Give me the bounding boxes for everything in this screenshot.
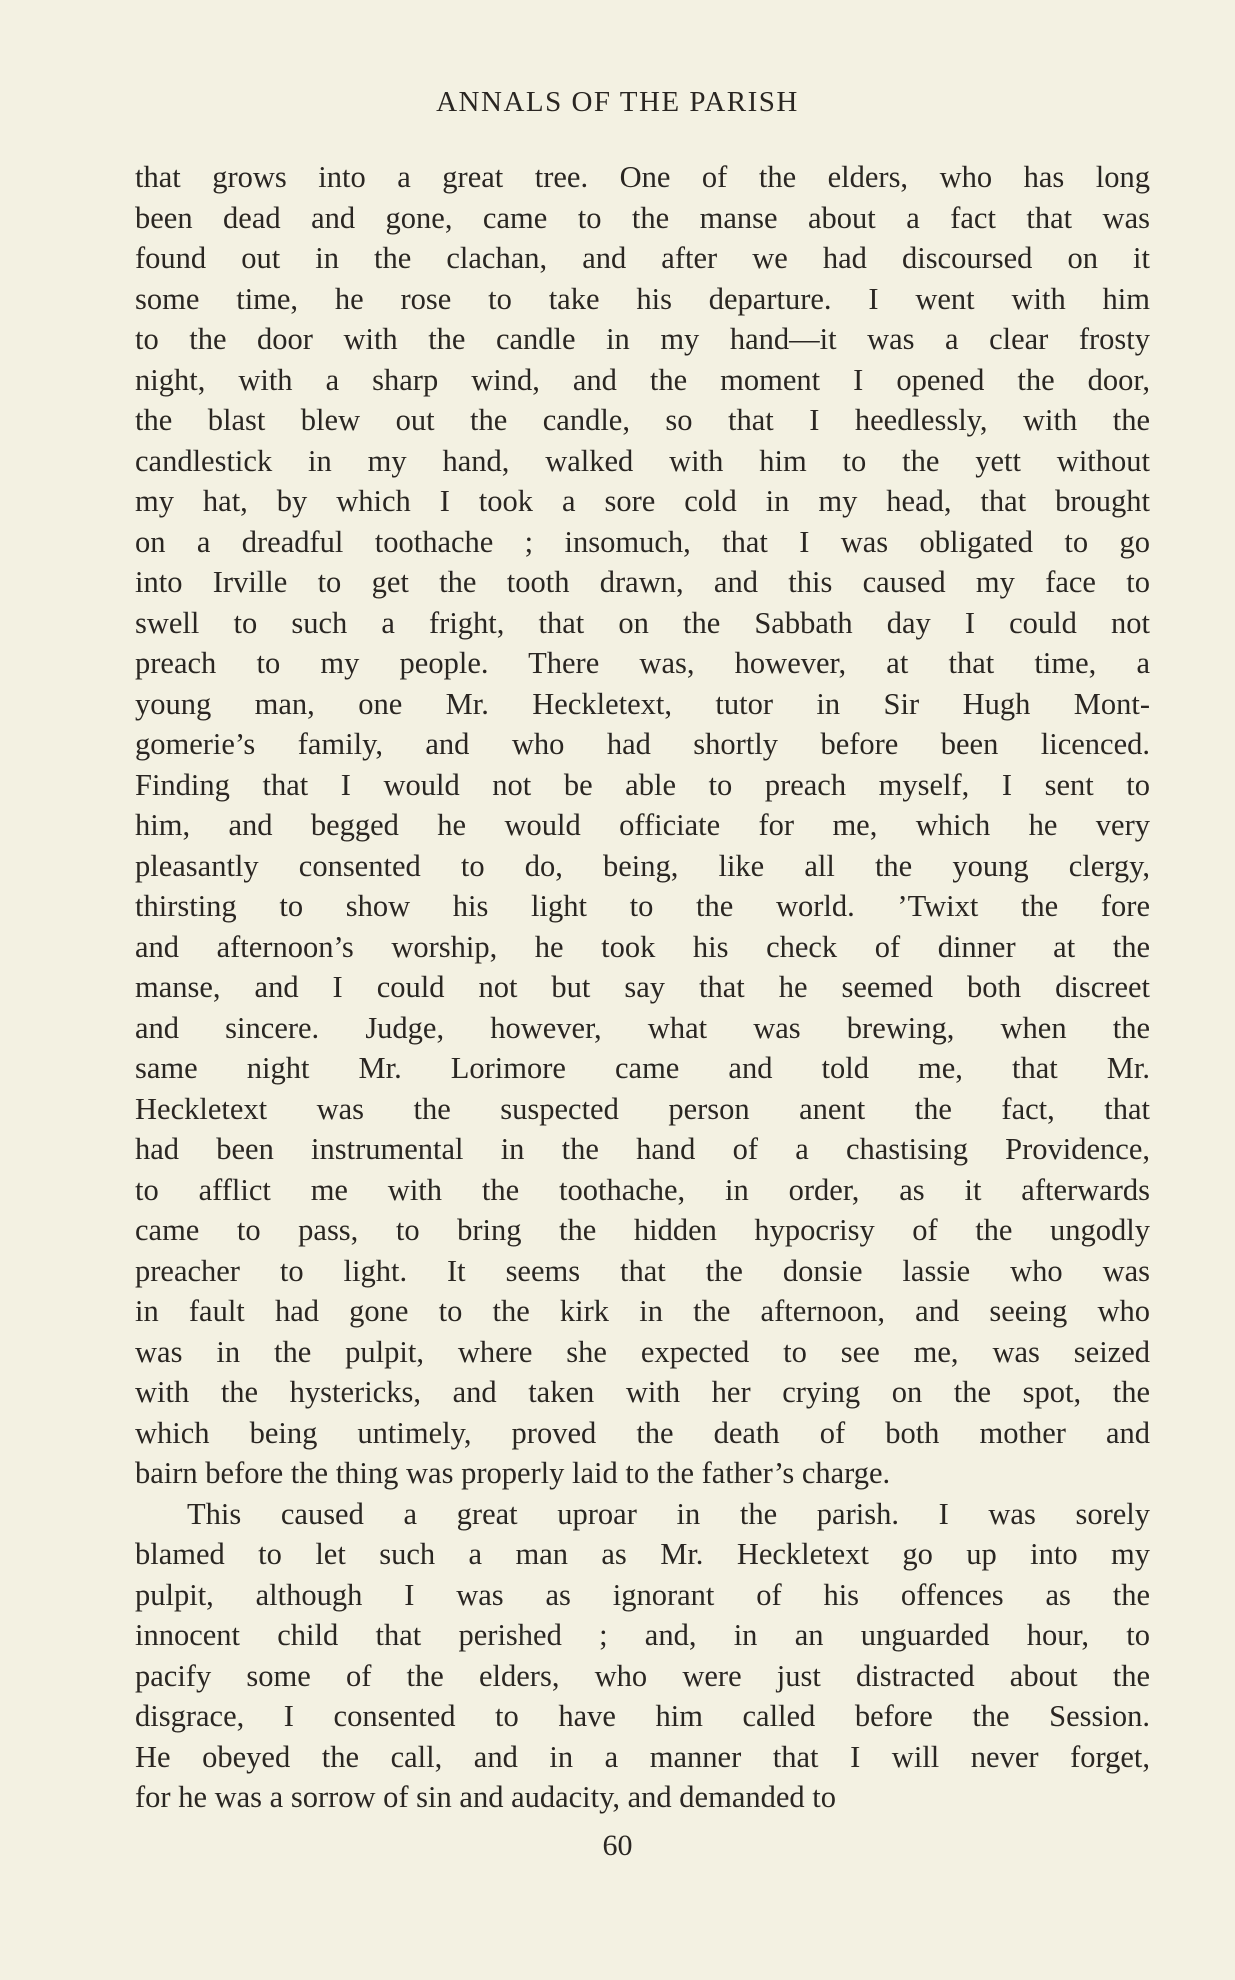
text-line: This caused a great uproar in the parish. I was sorely	[187, 1496, 1150, 1531]
text-line: into Irville to get the tooth drawn, and this caused my face to	[135, 565, 1150, 599]
text-line: and sincere. Judge, however, what was brewing, when the	[135, 1010, 1150, 1045]
text-line: my hat, by which I took a sore cold in my head, that brought	[135, 484, 1150, 518]
text-line: for he was a sorrow of sin and audacity, and demanded to	[135, 1780, 836, 1814]
text-line: some time, he rose to take his departure. I went with him	[135, 281, 1150, 316]
text-line: preacher to light. It seems that the donsie lassie who was	[135, 1253, 1150, 1288]
text-line: bairn before the thing was properly laid to the father’s charge.	[135, 1456, 891, 1490]
text-line: innocent child that perished ; and, in an unguarded hour, to	[135, 1618, 1150, 1652]
text-line: with the hystericks, and taken with her crying on the spot, the	[135, 1375, 1150, 1409]
text-line: gomerie’s family, and who had shortly before been licenced.	[135, 727, 1150, 761]
text-line: came to pass, to bring the hidden hypocrisy of the ungodly	[135, 1213, 1150, 1247]
text-line: Heckletext was the suspected person anent the fact, that	[135, 1091, 1150, 1126]
running-head: ANNALS OF THE PARISH	[436, 86, 799, 118]
text-line: swell to such a fright, that on the Sabbath day I could not	[135, 605, 1150, 640]
text-line: He obeyed the call, and in a manner that I will never forget,	[135, 1739, 1150, 1774]
text-line: been dead and gone, came to the manse about a fact that was	[135, 200, 1150, 235]
body-text	[135, 157, 1150, 1818]
text-line: that grows into a great tree. One of the elders, who has long	[135, 160, 1150, 194]
text-line: the blast blew out the candle, so that I heedlessly, with the	[135, 403, 1150, 437]
text-line: manse, and I could not but say that he seemed both discreet	[135, 970, 1150, 1004]
text-line: to afflict me with the toothache, in order, as it afterwards	[135, 1172, 1150, 1207]
text-line: preach to my people. There was, however, at that time, a	[135, 646, 1150, 680]
text-line: was in the pulpit, where she expected to see me, was seized	[135, 1334, 1150, 1369]
paragraph	[135, 1494, 1150, 1818]
text-line: candlestick in my hand, walked with him to the yett without	[135, 443, 1150, 478]
page-number: 60	[602, 1829, 633, 1862]
text-line: pleasantly consented to do, being, like all the young clergy,	[135, 848, 1150, 883]
text-line: night, with a sharp wind, and the moment I opened the door,	[135, 362, 1150, 397]
text-line: to the door with the candle in my hand—it was a clear frosty	[135, 322, 1150, 356]
text-line: pacify some of the elders, who were just distracted about the	[135, 1658, 1150, 1693]
text-line: had been instrumental in the hand of a chastising Providence,	[135, 1132, 1150, 1166]
text-line: thirsting to show his light to the world. ’Twixt the fore	[135, 889, 1150, 923]
text-line: on a dreadful toothache ; insomuch, that I was obligated to go	[135, 524, 1150, 559]
text-line: and afternoon’s worship, he took his check of dinner at the	[135, 929, 1150, 964]
text-line: which being untimely, proved the death of both mother and	[135, 1415, 1150, 1450]
text-line: Finding that I would not be able to preach myself, I sent to	[135, 767, 1150, 802]
text-line: found out in the clachan, and after we had discoursed on it	[135, 241, 1150, 275]
text-line: same night Mr. Lorimore came and told me, that Mr.	[135, 1051, 1150, 1085]
text-line: young man, one Mr. Heckletext, tutor in Sir Hugh Mont-	[135, 686, 1150, 721]
text-line: disgrace, I consented to have him called before the Session.	[135, 1699, 1150, 1733]
text-line: him, and begged he would officiate for me, which he very	[135, 808, 1150, 842]
text-line: blamed to let such a man as Mr. Heckletext go up into my	[135, 1537, 1150, 1571]
text-line: pulpit, although I was as ignorant of his offences as the	[135, 1577, 1150, 1612]
text-line: in fault had gone to the kirk in the afternoon, and seeing who	[135, 1294, 1150, 1328]
paragraph	[135, 157, 1150, 1494]
